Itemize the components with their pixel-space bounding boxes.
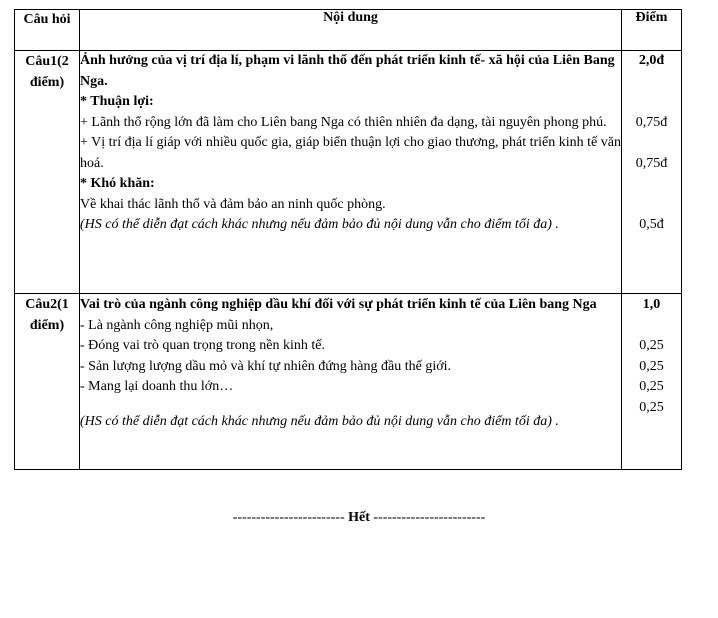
score-value: 0,25: [639, 338, 664, 353]
content-cell: [80, 294, 622, 470]
list-item: - Mang lại doanh thu lớn…: [80, 379, 234, 394]
score-value: 0,75đ: [635, 155, 668, 171]
score-value: 1,0: [642, 297, 661, 312]
question-cell: [15, 51, 80, 294]
header-row: [15, 10, 682, 51]
advantage-item: + Vị trí địa lí giáp với nhiều quốc gia, giáp biển thuận lợi cho giao thương, phát triển kinh tế văn hoá.: [80, 135, 621, 171]
end-label: Hết: [348, 510, 370, 525]
question-label: Câu2(1 điểm): [25, 297, 69, 333]
score-value: 0,75đ: [635, 114, 668, 130]
list-item: - Sản lượng lượng dầu mỏ và khí tự nhiên đứng hàng đầu thế giới.: [80, 358, 452, 374]
advantage-heading: * Thuận lợi:: [80, 94, 154, 109]
header-score: Điểm: [622, 10, 682, 51]
content-cell: [80, 51, 622, 294]
advantage-item: + Lãnh thổ rộng lớn đã làm cho Liên bang Nga có thiên nhiên đa dạng, tài nguyên phong phú.: [80, 114, 607, 130]
difficulty-item: Về khai thác lãnh thổ và đảm bảo an ninh quốc phòng.: [80, 196, 386, 212]
question-title: Vai trò của ngành công nghiệp dầu khí đối với sự phát triển kinh tế của Liên bang Nga: [80, 297, 597, 312]
score-cell: [622, 294, 682, 470]
score-value: 0,25: [639, 399, 664, 415]
list-item: - Đóng vai trò quan trọng trong nền kinh tế.: [80, 338, 325, 353]
dashes-right: ------------------------: [373, 510, 486, 525]
header-question: Câu hỏi: [15, 10, 80, 51]
score-value: 2,0đ: [638, 53, 665, 68]
end-of-document-line: [0, 510, 718, 526]
answer-key-table: [14, 9, 682, 470]
score-cell: [622, 51, 682, 294]
score-value: 0,5đ: [639, 217, 664, 232]
question-cell: [15, 294, 80, 470]
table-row: [15, 294, 682, 470]
table-row: [15, 51, 682, 294]
dashes-left: ------------------------: [232, 510, 345, 525]
header-content: Nội dung: [80, 10, 622, 51]
grading-note: (HS có thể diễn đạt cách khác nhưng nếu đảm bảo đủ nội dung vẫn cho điểm tối đa) .: [80, 413, 559, 429]
score-value: 0,25: [639, 358, 664, 374]
difficulty-heading: * Khó khăn:: [80, 176, 155, 191]
question-title: Ảnh hưởng của vị trí địa lí, phạm vi lãnh thổ đến phát triển kinh tế- xã hội của Liên Bang Nga.: [80, 53, 615, 89]
grading-note: (HS có thể diễn đạt cách khác nhưng nếu đảm bảo đủ nội dung vẫn cho điểm tối đa) .: [80, 217, 559, 232]
list-item: - Là ngành công nghiệp mũi nhọn,: [80, 317, 274, 333]
score-value: 0,25: [639, 379, 664, 394]
question-label: Câu1(2 điểm): [25, 54, 69, 90]
